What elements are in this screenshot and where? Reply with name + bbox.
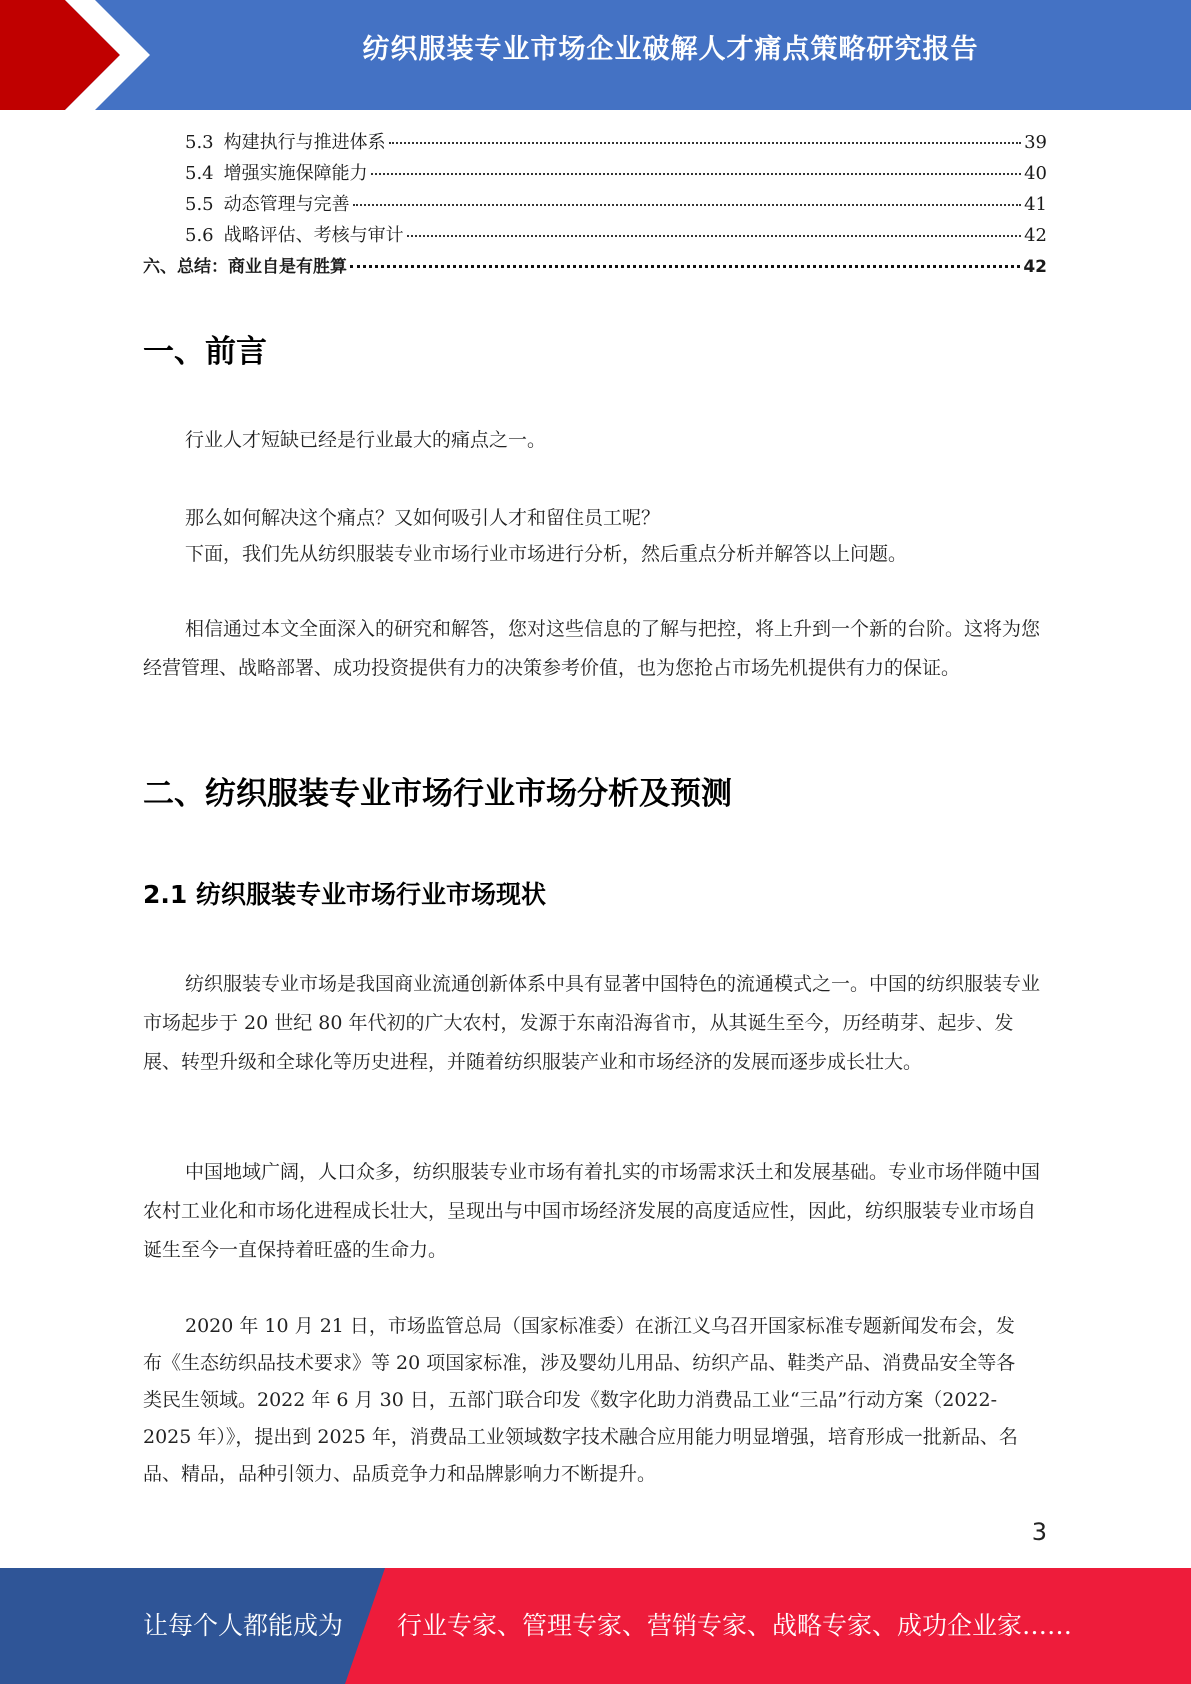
toc-entry-page: 39 (1024, 132, 1047, 153)
toc-entry-number: 5.5 (185, 194, 214, 215)
paragraph: 相信通过本文全面深入的研究和解答，您对这些信息的了解与把控，将上升到一个新的台阶。这将为您经营管理、战略部署、成功投资提供有力的决策参考价值，也为您抢占市场先机提供有力的保证。 (143, 618, 1041, 679)
header-banner (0, 0, 1191, 110)
toc-entry-title: 战略评估、考核与审计 (223, 225, 404, 246)
toc-entry[interactable] (143, 221, 1047, 252)
footer-banner (0, 1568, 1191, 1684)
toc-entry[interactable] (143, 190, 1047, 221)
paragraph: 那么如何解决这个痛点？又如何吸引人才和留住员工呢？ (185, 507, 661, 529)
toc-leader-dots (371, 173, 1021, 175)
toc-entry-number: 5.6 (185, 225, 214, 246)
paragraph: 纺织服装专业市场是我国商业流通创新体系中具有显著中国特色的流通模式之一。中国的纺织服装专业市场起步于 20 世纪 80 年代初的广大农村，发源于东南沿海省市，从其诞生至今，历经萌芽、起步、发展、转型升级和全球化等历史进程，并随着纺织服装产业和市场经济的发展而逐步成长壮大。 (143, 973, 1041, 1073)
toc-entry-title: 增强实施保障能力 (223, 163, 368, 184)
toc-entry-page: 40 (1024, 163, 1047, 184)
toc-entry-title: 构建执行与推进体系 (223, 132, 386, 153)
toc-entry-number: 5.4 (185, 163, 214, 184)
toc-leader-dots (389, 142, 1021, 144)
paragraph: 行业人才短缺已经是行业最大的痛点之一。 (185, 429, 547, 451)
section-heading-preface: 一、前言 (143, 334, 267, 370)
toc-leader-dots (353, 204, 1021, 206)
page-number: 3 (1031, 1518, 1047, 1546)
subsection-heading: 2.1 纺织服装专业市场行业市场现状 (143, 880, 546, 909)
paragraph: 2020 年 10 月 21 日，市场监管总局（国家标准委）在浙江义乌召开国家标准专题新闻发布会，发布《生态纺织品技术要求》等 20 项国家标准，涉及婴幼儿用品、纺织产品、鞋类产品、消费品安全等各类民生领域。2022 年 6 月 30 日，五部门联合印发《数字化助力消费品工业“三品”行动方案（2022-2025 年）》，提出到 2025 年，消费品工业领域数字技术融合应用能力明显增强，培育形成一批新品、名品、精品，品种引领力、品质竞争力和品牌影响力不断提升。 (143, 1315, 1018, 1485)
toc-entry-page: 41 (1024, 194, 1047, 215)
report-title: 纺织服装专业市场企业破解人才痛点策略研究报告 (362, 34, 979, 65)
toc-entry-chapter[interactable] (143, 252, 1047, 283)
footer-slogan: 让每个人都能成为 (143, 1611, 344, 1640)
section-heading-market-analysis: 二、纺织服装专业市场行业市场分析及预测 (143, 776, 732, 812)
toc-entry-title: 动态管理与完善 (223, 194, 350, 215)
toc-entry[interactable] (143, 159, 1047, 190)
toc-entry-page: 42 (1024, 225, 1047, 246)
table-of-contents (143, 128, 1047, 283)
toc-entry-title: 六、总结：商业自是有胜算 (143, 257, 347, 277)
paragraph: 中国地域广阔，人口众多，纺织服装专业市场有着扎实的市场需求沃土和发展基础。专业市场伴随中国农村工业化和市场化进程成长壮大，呈现出与中国市场经济发展的高度适应性，因此，纺织服装专业市场自诞生至今一直保持着旺盛的生命力。 (143, 1161, 1041, 1261)
toc-entry-number: 5.3 (185, 132, 214, 153)
header-arrow-decoration (0, 0, 160, 110)
toc-entry[interactable] (143, 128, 1047, 159)
toc-leader-dots (407, 235, 1021, 237)
footer-slogan-list: 行业专家、管理专家、营销专家、战略专家、成功企业家…… (397, 1611, 1073, 1640)
paragraph: 下面，我们先从纺织服装专业市场行业市场进行分析，然后重点分析并解答以上问题。 (185, 543, 908, 565)
toc-leader-dots (350, 265, 1020, 268)
toc-entry-page: 42 (1023, 257, 1047, 277)
